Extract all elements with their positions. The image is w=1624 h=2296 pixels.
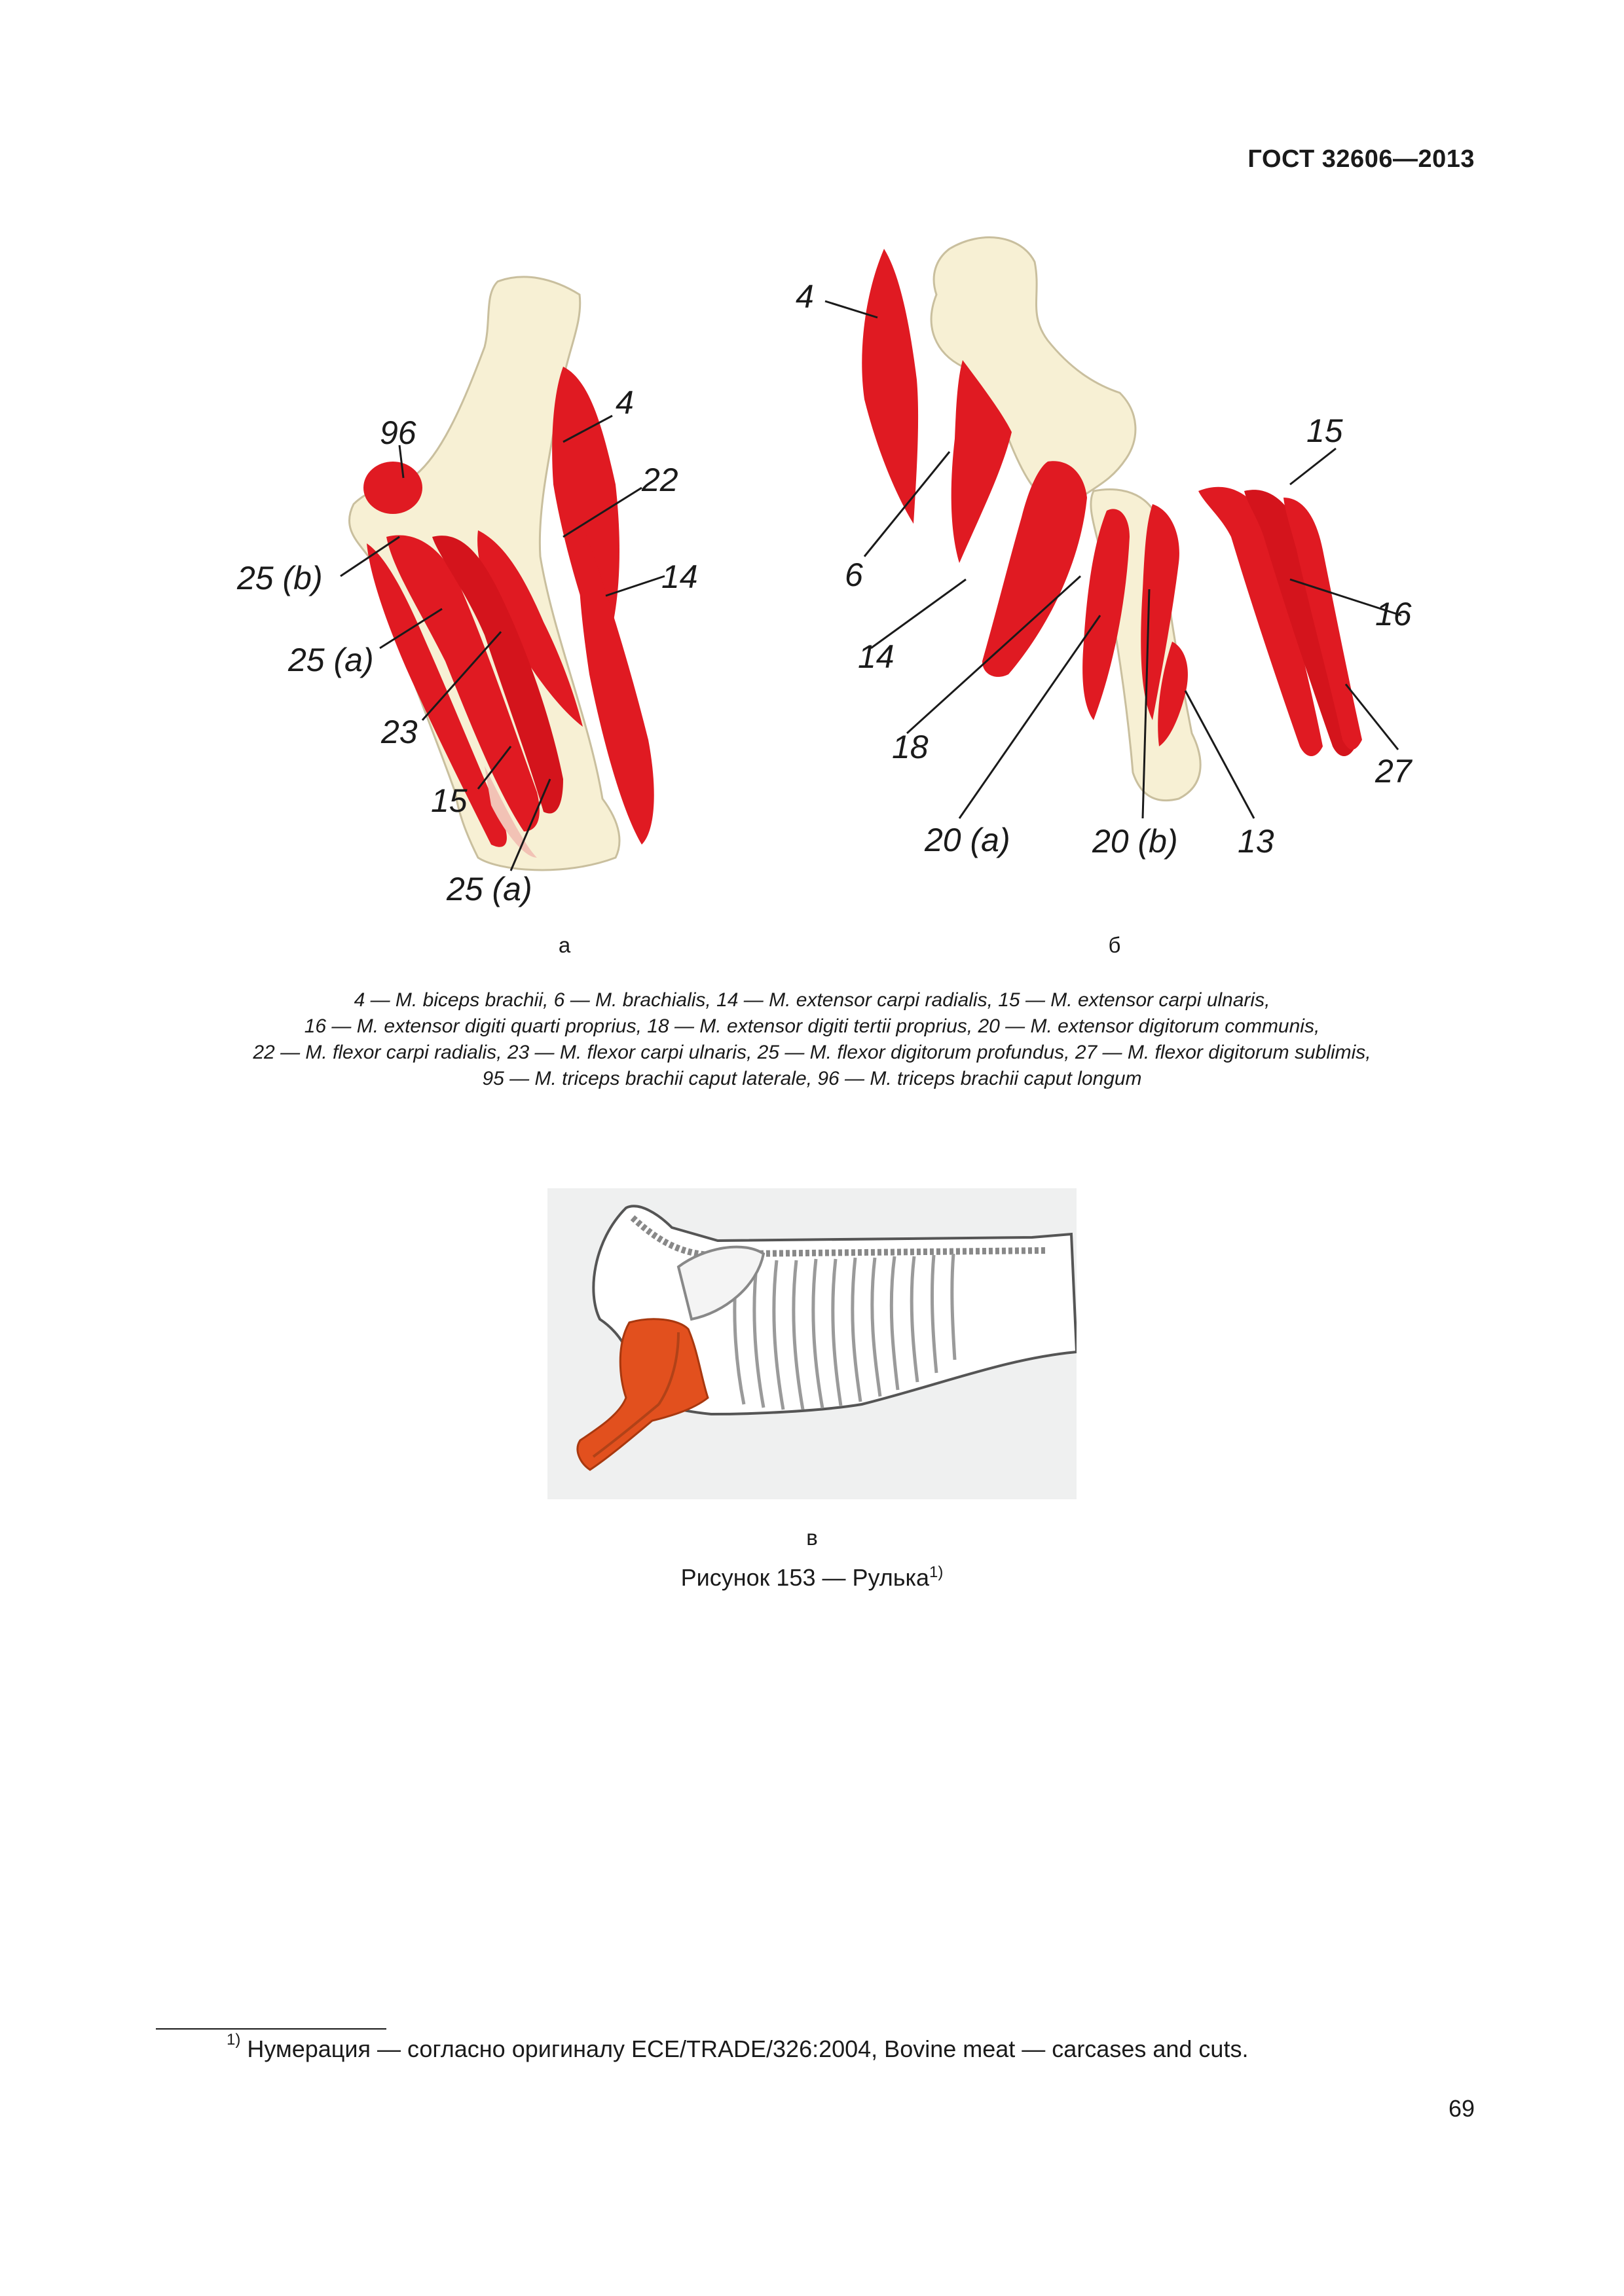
callout-a-14: 14 [661,558,698,595]
figure-b-foreleg-muscles [786,223,1480,877]
callout-a-25a-bottom: 25 (a) [447,871,532,907]
footnote-text: Нумерация — согласно оригиналу ECE/TRADE/326:2004, Bovine meat — carcases and cuts. [247,2035,1249,2062]
figure-c-sub-label: в [806,1525,818,1550]
muscle-b-14 [982,461,1087,677]
callout-b-20b: 20 (b) [1092,823,1178,860]
figure-caption [0,1563,1624,1592]
callout-b-15: 15 [1306,412,1343,449]
muscle-b-4 [862,249,918,524]
figure-a-sub-label: а [558,933,571,957]
callout-b-27: 27 [1375,753,1412,790]
legend-line: 16 — M. extensor digiti quarti proprius, 18 — M. extensor digiti tertii proprius, 20 — M. extensor digitorum communis, [304,1015,1320,1037]
callout-a-15: 15 [431,782,468,819]
callout-b-4: 4 [796,278,814,315]
callout-a-25a: 25 (a) [288,642,374,678]
callout-b-13: 13 [1238,823,1274,860]
callout-b-14: 14 [858,638,895,675]
figure-c-carcass-diagram [547,1188,1077,1499]
page-number: 69 [1448,2095,1475,2122]
callout-a-25b: 25 (b) [237,560,323,596]
callout-b-20a: 20 (a) [925,822,1010,858]
footnote [227,2031,1249,2063]
carcass-illustration [547,1188,1077,1499]
caption-text: Рисунок 153 — Рулька [680,1564,930,1591]
callout-a-4: 4 [616,384,634,421]
footnote-mark: 1) [227,2031,241,2049]
figure-a-foreleg-muscles [196,268,760,923]
shank-highlight [578,1319,708,1470]
callout-b-18: 18 [892,729,929,765]
footnote-separator [156,2028,386,2030]
callout-b-16: 16 [1375,596,1412,632]
callout-a-22: 22 [642,462,678,498]
caption-footnote-mark: 1) [929,1563,944,1581]
figure-b-sub-label: б [1108,933,1121,957]
callout-a-23: 23 [381,714,418,750]
standard-code: ГОСТ 32606—2013 [1247,145,1475,173]
callout-a-96: 96 [380,414,416,451]
muscle-96 [363,462,422,514]
legend-line: 95 — M. triceps brachii caput laterale, 96 — M. triceps brachii caput longum [482,1068,1142,1089]
callout-b-6: 6 [845,556,863,593]
legend-line: 22 — M. flexor carpi radialis, 23 — M. flexor carpi ulnaris, 25 — M. flexor digitorum profundus, 27 — M. flexor digitorum sublimis, [253,1042,1371,1063]
legend-line: 4 — M. biceps brachii, 6 — M. brachialis, 14 — M. extensor carpi radialis, 15 — M. extensor carpi ulnaris, [354,989,1270,1011]
figure-legend [131,987,1493,1092]
